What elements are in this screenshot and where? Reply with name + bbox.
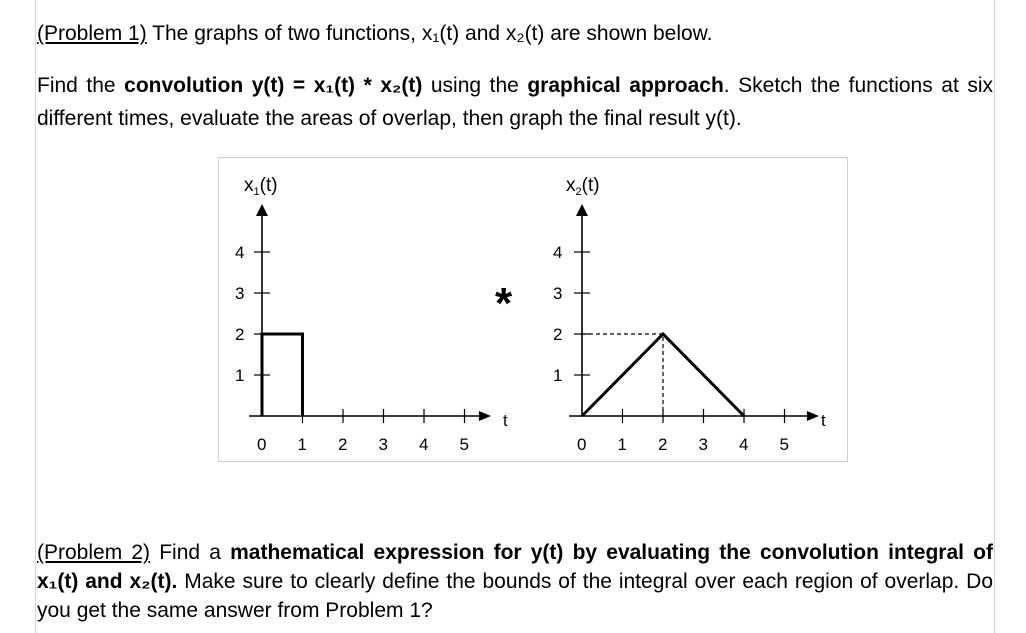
- x1-x-tick-label: 5: [459, 435, 469, 454]
- problem1-bold-convolution: convolution y(t) = x₁(t) * x₂(t): [124, 74, 423, 97]
- x2-y-tick-label: 2: [553, 325, 563, 344]
- x2-x-tick-label: 3: [698, 435, 708, 454]
- x2-y-ticks: [553, 243, 590, 385]
- page-edge-left: [35, 0, 36, 633]
- problem2-text-a: Find a: [150, 541, 231, 564]
- x1-function-label: $x_1(t)$: [244, 175, 278, 198]
- x2-x-tick-label: 1: [617, 435, 627, 454]
- x1-y-tick-label: 1: [235, 366, 245, 385]
- problem1-heading-text: The graphs of two functions, x₁(t) and x₂(t) are shown below.: [152, 22, 713, 45]
- x2-t-axis-label: t: [821, 411, 826, 430]
- page-edge-right: [994, 0, 995, 633]
- problem1-text-c: . Sketch the functions at six different times, evaluate the areas of overlap, then graph the final result y(t).: [37, 74, 993, 130]
- x1-x-tick-label: 0: [257, 435, 267, 454]
- x1-y-tick-label: 3: [235, 284, 245, 303]
- x1-x-tick-label: 4: [419, 435, 429, 454]
- x1-y-tick-label: 2: [235, 325, 245, 344]
- x1-x-tick-label: 1: [297, 435, 307, 454]
- problem1-body: [37, 69, 993, 135]
- figure-svg: [219, 158, 847, 461]
- convolution-figure: [218, 157, 848, 462]
- x2-y-tick-label: 1: [553, 366, 563, 385]
- x2-y-tick-label: 3: [553, 284, 563, 303]
- x1-x-arrow-icon: [479, 411, 491, 421]
- problem1-bold-graphical: graphical approach: [527, 74, 724, 97]
- x2-y-arrow-icon: [576, 204, 588, 216]
- problem2-label: (Problem 2): [37, 541, 151, 564]
- problem2-body: [37, 538, 993, 625]
- x1-x-tick-label: 3: [378, 435, 388, 454]
- problem2-text-b: Make sure to clearly define the bounds of the integral over each region of overlap. Do you get the same answer from Problem 1?: [37, 570, 993, 622]
- problem1-text-b: using the: [422, 74, 528, 97]
- x1-t-axis-label: t: [503, 411, 508, 430]
- x2-y-tick-label: 4: [553, 243, 563, 262]
- x1-x-tick-label: 2: [338, 435, 348, 454]
- x2-x-tick-label: 5: [779, 435, 789, 454]
- problem1-label: (Problem 1): [37, 22, 147, 45]
- x2-x-arrow-icon: [807, 411, 819, 421]
- x2-x-tick-label: 0: [577, 435, 587, 454]
- x2-function-label: $x_2(t)$: [566, 175, 600, 198]
- problem1-heading: [37, 19, 993, 48]
- problem1-text-a: Find the: [37, 74, 125, 97]
- x2-x-tick-label: 2: [658, 435, 668, 454]
- x1-y-ticks: [235, 243, 270, 385]
- x1-y-arrow-icon: [256, 204, 268, 216]
- x1-y-tick-label: 4: [235, 243, 245, 262]
- x2-x-tick-label: 4: [739, 435, 749, 454]
- convolution-operator: *: [495, 279, 513, 328]
- problem2-bold-expression: mathematical expression for y(t) by evaluating the convolution integral of x₁(t) and x₂(t).: [37, 541, 993, 593]
